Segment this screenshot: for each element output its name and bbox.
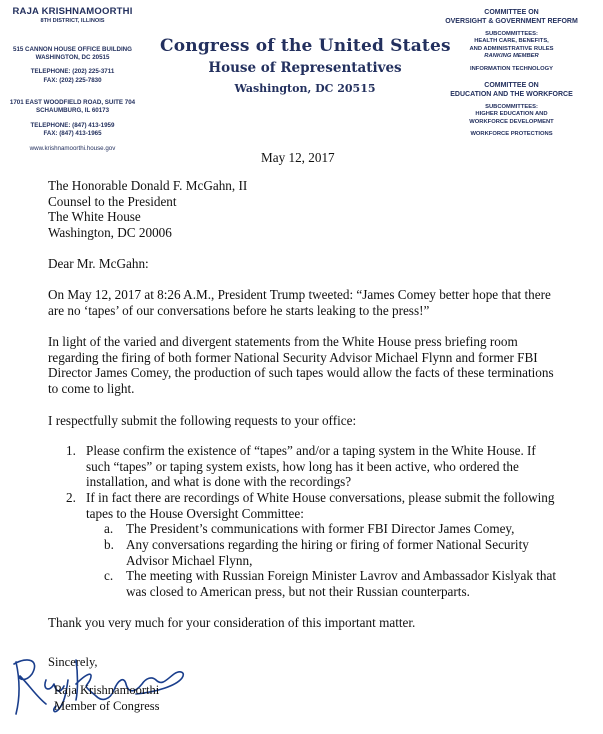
- paragraph-context: [48, 334, 554, 396]
- member-district: 8TH DISTRICT, ILLINOIS: [40, 18, 105, 24]
- subitem-b: [126, 537, 529, 568]
- request-2-number: 2.: [66, 490, 76, 505]
- subitem-c: [126, 568, 556, 599]
- house-title: House of Representatives: [208, 60, 402, 76]
- salutation: Dear Mr. McGahn:: [48, 256, 149, 271]
- subitem-c-line1: The meeting with Russian Foreign Minister Lavrov and Ambassador Kislyak that: [126, 568, 556, 583]
- paragraph-tweet-line1: On May 12, 2017 at 8:26 A.M., President Trump tweeted: “James Comey better hope that there: [48, 287, 551, 302]
- il-address-line2: SCHAUMBURG, IL 60173: [35, 107, 110, 115]
- paragraph-context-line4: to come to light.: [48, 380, 135, 396]
- letterhead-center: [160, 36, 450, 95]
- member-name: RAJA KRISHNAMOORTHI: [12, 6, 133, 17]
- dc-fax: FAX: (202) 225-7830: [43, 76, 102, 84]
- recipient-title: Counsel to the President: [48, 193, 177, 209]
- request-2-line1: If in fact there are recordings of White House conversations, please submit the following: [86, 490, 555, 505]
- dc-phone: TELEPHONE: (202) 225-3711: [30, 68, 115, 76]
- subcommittee-workforce-protections: WORKFORCE PROTECTIONS: [470, 131, 553, 138]
- paragraph-context-line3: Director James Comey, the production of such tapes would allow the facts of these terminations: [48, 365, 554, 381]
- request-1-number: 1.: [66, 443, 76, 458]
- recipient-city: Washington, DC 20006: [48, 224, 172, 240]
- subitem-c-line2: was closed to American press, but not their Russian counterparts.: [126, 583, 470, 599]
- subitem-a-letter: a.: [104, 521, 114, 536]
- request-2: [86, 490, 555, 521]
- il-fax: FAX: (847) 413-1965: [43, 130, 102, 138]
- subitem-b-letter: b.: [104, 537, 114, 552]
- subcommittees-label-1: SUBCOMMITTEES:: [485, 31, 538, 37]
- paragraph-tweet-line2: are no ‘tapes’ of our conversations before he starts leaking to the press!”: [48, 302, 430, 318]
- committee-education-name: EDUCATION AND THE WORKFORCE: [450, 91, 573, 99]
- il-address-line1: 1701 EAST WOODFIELD ROAD, SUITE 704: [9, 98, 136, 106]
- paragraph-context-line2: regarding the firing of both former National Security Advisor Michael Flynn and former FBI: [48, 349, 538, 365]
- request-1-line1: Please confirm the existence of “tapes” and/or a taping system in the White House. If: [86, 443, 536, 458]
- il-phone: TELEPHONE: (847) 413-1959: [30, 122, 115, 130]
- committee-oversight-label: COMMITTEE ON: [484, 9, 539, 16]
- committee-oversight-name: OVERSIGHT & GOVERNMENT REFORM: [445, 18, 578, 25]
- website: www.krishnamoorthi.house.gov: [29, 144, 116, 152]
- letterhead-right: [420, 8, 603, 139]
- paragraph-requests-intro: I respectfully submit the following requests to your office:: [48, 413, 357, 428]
- ranking-member-label: RANKING MEMBER: [484, 53, 539, 60]
- letterhead-left: [0, 6, 145, 153]
- dc-address-line1: 515 CANNON HOUSE OFFICE BUILDING: [13, 46, 132, 53]
- signer-title: Member of Congress: [54, 699, 160, 713]
- letter-date: May 12, 2017: [261, 150, 335, 165]
- dc-address-line2: WASHINGTON, DC 20515: [35, 54, 110, 62]
- subcommittee-health-line1: HEALTH CARE, BENEFITS,: [474, 38, 549, 45]
- subitem-b-line2: Advisor Michael Flynn,: [126, 552, 253, 568]
- request-1-line3: installation, and what is done with the recordings?: [86, 474, 352, 490]
- request-1-line2: such “tapes” or taping system exists, how long has it been active, who ordered the: [86, 458, 519, 474]
- recipient-org: The White House: [48, 209, 141, 225]
- congress-title: Congress of the United States: [160, 36, 451, 56]
- subcommittee-it: INFORMATION TECHNOLOGY: [470, 65, 553, 72]
- subcommittee-higher-ed-line1: HIGHER EDUCATION AND: [475, 111, 548, 118]
- recipient-name: The Honorable Donald F. McGahn, II: [48, 178, 248, 193]
- committee-education-label: COMMITTEE ON: [484, 82, 539, 90]
- request-1: [86, 443, 536, 490]
- paragraph-context-line1: In light of the varied and divergent statements from the White House press briefing room: [48, 334, 518, 349]
- sign-off: Sincerely,: [48, 655, 98, 669]
- subcommittee-health-line2: AND ADMINISTRATIVE RULES: [469, 45, 554, 52]
- subitem-c-letter: c.: [104, 568, 114, 583]
- request-2-line2: tapes to the House Oversight Committee:: [86, 505, 304, 521]
- subcommittees-label-2: SUBCOMMITTEES:: [485, 104, 538, 111]
- closing-paragraph: Thank you very much for your consideration of this important matter.: [48, 615, 416, 630]
- paragraph-tweet: [48, 287, 551, 318]
- recipient-block: [48, 178, 247, 240]
- subitem-b-line1: Any conversations regarding the hiring or firing of former National Security: [126, 537, 529, 552]
- subitem-a: The President’s communications with former FBI Director James Comey,: [126, 521, 515, 536]
- washington-title: Washington, DC 20515: [234, 82, 376, 95]
- subcommittee-higher-ed-line2: WORKFORCE DEVELOPMENT: [469, 118, 554, 125]
- signer-name: Raja Krishnamoorthi: [54, 683, 160, 697]
